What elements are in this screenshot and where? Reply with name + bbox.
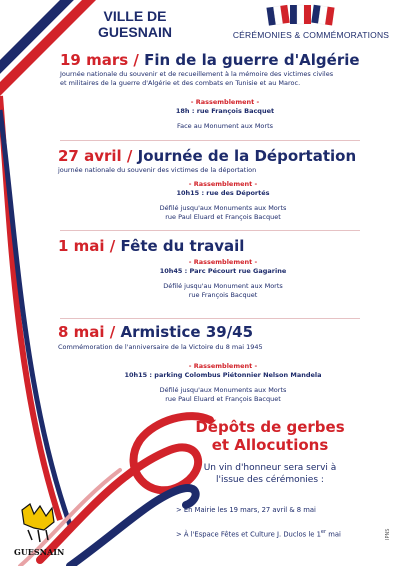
reception-line: Un vin d'honneur sera servi à — [203, 463, 337, 473]
gathering-label: - Rassemblement - — [188, 362, 258, 370]
depots-line-2: et Allocutions — [211, 436, 329, 454]
event-desc-2: journée nationale du souvenir des victimes de la déportation — [58, 166, 257, 174]
desc-line: Journée nationale du souvenir et de recueillement à la mémoire des victimes civiles — [60, 70, 334, 78]
separator: / — [109, 323, 116, 341]
reception-item-1: > En Mairie les 19 mars, 27 avril & 8 mai — [176, 506, 316, 514]
depots-line-1: Dépôts de gerbes — [195, 418, 345, 436]
event-heading-2 — [58, 148, 356, 165]
event-heading-4 — [58, 324, 253, 341]
event-date: 1 mai — [58, 237, 105, 255]
item-text: > À l'Espace Fêtes et Culture J. Duclos le 1 — [176, 530, 321, 539]
event-date: 27 avril — [58, 147, 122, 165]
gathering-note: rue Paul Eluard et François Bacquet — [165, 213, 281, 221]
depots-title — [170, 418, 370, 454]
gathering-note: rue François Bacquet — [188, 291, 258, 299]
town-line-2: GUESNAIN — [98, 24, 172, 40]
separator: / — [133, 51, 139, 69]
logo-text: GUESNAIN — [14, 547, 65, 557]
event-date: 19 mars — [60, 51, 129, 69]
event-block-2 — [58, 180, 388, 222]
divider — [60, 140, 360, 141]
reception-item-2 — [176, 528, 341, 539]
logo-mark-icon — [14, 500, 62, 544]
gathering-note: Défilé jusqu'aux Monuments aux Morts — [159, 386, 287, 394]
event-title: Fin de la guerre d'Algérie — [144, 51, 360, 69]
event-block-4 — [58, 362, 388, 404]
event-desc-4: Commémoration de l'anniversaire de la Victoire du 8 mai 1945 — [58, 343, 263, 351]
town-title — [60, 8, 210, 40]
gathering-label: - Rassemblement - — [188, 180, 258, 188]
event-title: Journée de la Déportation — [137, 147, 357, 165]
credit-text: IPNS — [385, 528, 391, 540]
reception-text — [180, 462, 360, 486]
gathering-place: 10h45 : Parc Pécourt rue Gagarine — [159, 267, 287, 275]
town-logo — [14, 500, 65, 558]
event-title: Armistice 39/45 — [120, 323, 254, 341]
flags-icon — [266, 4, 336, 30]
divider — [60, 318, 360, 319]
event-block-1 — [60, 98, 390, 131]
gathering-note: Défilé jusqu'au Monument aux Morts — [163, 282, 283, 290]
gathering-note: Face au Monument aux Morts — [176, 122, 274, 130]
gathering-place: 18h : rue François Bacquet — [175, 107, 275, 115]
item-text: mai — [326, 530, 341, 539]
gathering-label: - Rassemblement - — [188, 258, 258, 266]
separator: / — [109, 237, 116, 255]
event-heading-1 — [60, 52, 360, 69]
gathering-place: 10h15 : rue des Déportés — [176, 189, 270, 197]
separator: / — [126, 147, 133, 165]
item-sup: er — [320, 529, 327, 535]
event-title: Fête du travail — [120, 237, 245, 255]
desc-line: et militaires de la guerre d'Algérie et des combats en Tunisie et au Maroc. — [60, 79, 301, 87]
gathering-place: 10h15 : parking Colombus Piétonnier Nelson Mandela — [124, 371, 322, 379]
event-date: 8 mai — [58, 323, 105, 341]
ceremonies-title: CÉRÉMONIES & COMMÉMORATIONS — [232, 30, 390, 40]
gathering-note: rue Paul Eluard et François Bacquet — [165, 395, 281, 403]
event-desc-1 — [60, 70, 390, 88]
town-line-1: VILLE DE — [103, 8, 167, 24]
event-block-3 — [58, 258, 388, 300]
divider — [60, 230, 360, 231]
gathering-note: Défilé jusqu'aux Monuments aux Morts — [159, 204, 287, 212]
reception-line: l'issue des cérémonies : — [216, 475, 324, 485]
gathering-label: - Rassemblement - — [190, 98, 260, 106]
event-heading-3 — [58, 238, 244, 255]
